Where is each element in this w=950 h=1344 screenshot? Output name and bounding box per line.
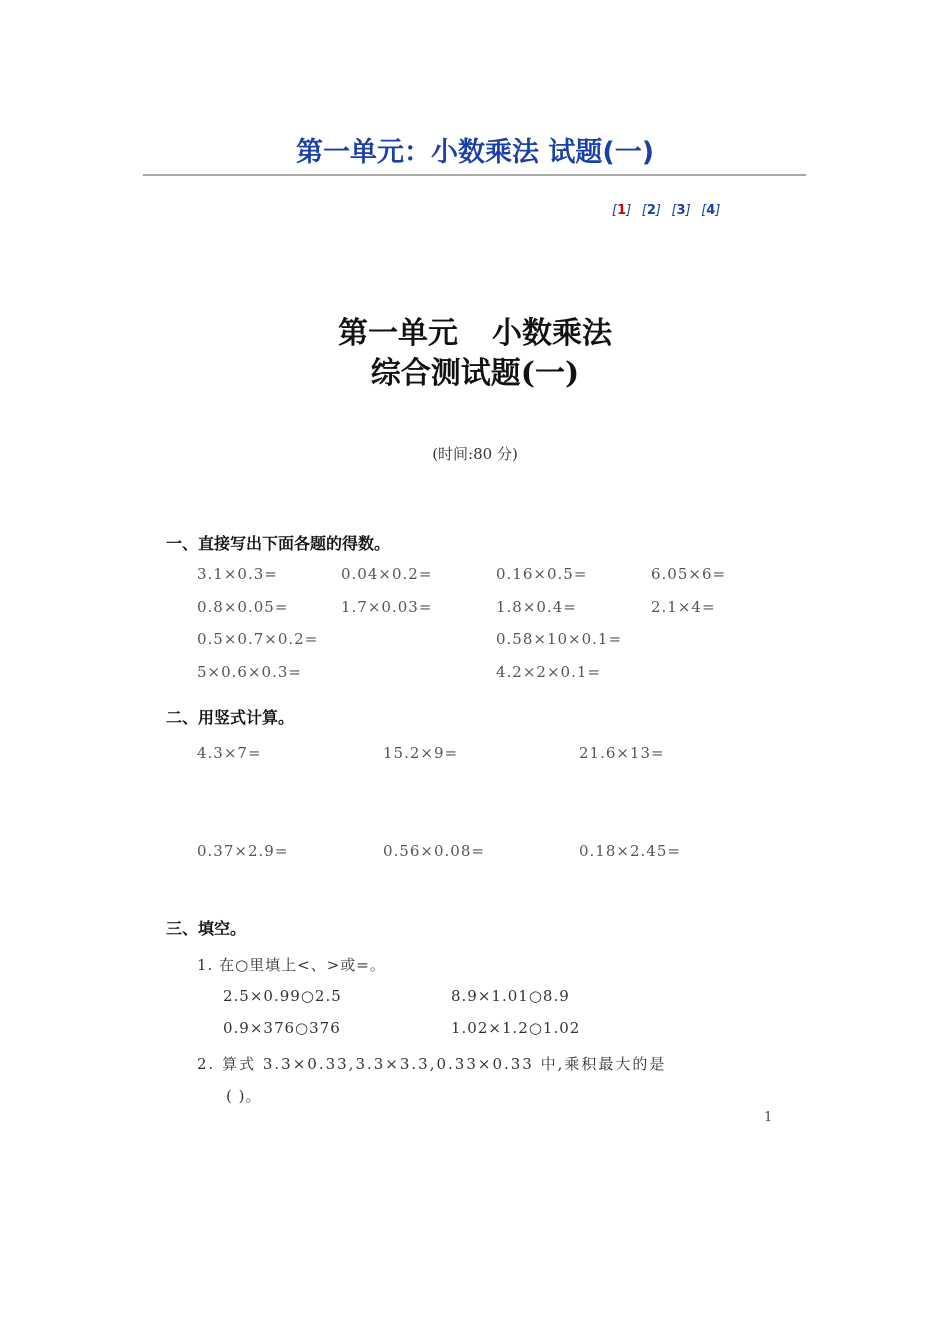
doc-title-topic: 小数乘法 xyxy=(492,316,612,351)
exercise: 0.56×0.08= xyxy=(383,842,485,860)
page-title: 第一单元：小数乘法 试题(一) xyxy=(295,137,655,168)
compare-item: 2.5×0.99○2.5 xyxy=(223,987,342,1005)
exercise: 3.1×0.3= xyxy=(197,565,278,583)
exercise: 0.04×0.2= xyxy=(341,565,433,583)
page-link-1[interactable]: [1] xyxy=(612,203,632,218)
exercise: 0.16×0.5= xyxy=(496,565,588,583)
compare-item: 8.9×1.01○8.9 xyxy=(451,987,570,1005)
exercise: 0.8×0.05= xyxy=(197,598,289,616)
page-link-3[interactable]: [3] xyxy=(671,203,691,218)
section1-heading: 一、直接写出下面各题的得数。 xyxy=(166,534,391,553)
doc-title-unit: 第一单元 xyxy=(338,316,458,351)
question1-label: 1. 在○里填上<、>或=。 xyxy=(197,956,386,974)
exercise: 0.58×10×0.1= xyxy=(496,630,623,648)
section3-heading: 三、填空。 xyxy=(166,919,247,938)
title-divider xyxy=(143,174,806,176)
exercise: 5×0.6×0.3= xyxy=(197,663,302,681)
question2-blank: ( )。 xyxy=(226,1087,262,1105)
question2-text: 2. 算式 3.3×0.33,3.3×3.3,0.33×0.33 中,乘积最大的是 xyxy=(197,1055,667,1073)
exercise: 6.05×6= xyxy=(651,565,727,583)
page-link-2[interactable]: [2] xyxy=(641,203,661,218)
page-link-4[interactable]: [4] xyxy=(701,203,721,218)
exercise: 0.18×2.45= xyxy=(579,842,681,860)
page-number: 1 xyxy=(764,1110,773,1125)
pagination xyxy=(612,203,726,218)
compare-item: 1.02×1.2○1.02 xyxy=(451,1019,581,1037)
exercise: 21.6×13= xyxy=(579,744,665,762)
exercise: 4.2×2×0.1= xyxy=(496,663,601,681)
exercise: 0.5×0.7×0.2= xyxy=(197,630,319,648)
doc-title-line1 xyxy=(0,308,950,352)
time-note: (时间:80 分) xyxy=(432,445,518,463)
exercise: 1.8×0.4= xyxy=(496,598,577,616)
exercise: 1.7×0.03= xyxy=(341,598,433,616)
exercise: 0.37×2.9= xyxy=(197,842,289,860)
compare-item: 0.9×376○376 xyxy=(223,1019,341,1037)
section2-heading: 二、用竖式计算。 xyxy=(166,708,295,727)
exercise: 2.1×4= xyxy=(651,598,716,616)
doc-title-line2: 综合测试题(一) xyxy=(370,356,580,391)
exercise: 15.2×9= xyxy=(383,744,459,762)
exercise: 4.3×7= xyxy=(197,744,262,762)
